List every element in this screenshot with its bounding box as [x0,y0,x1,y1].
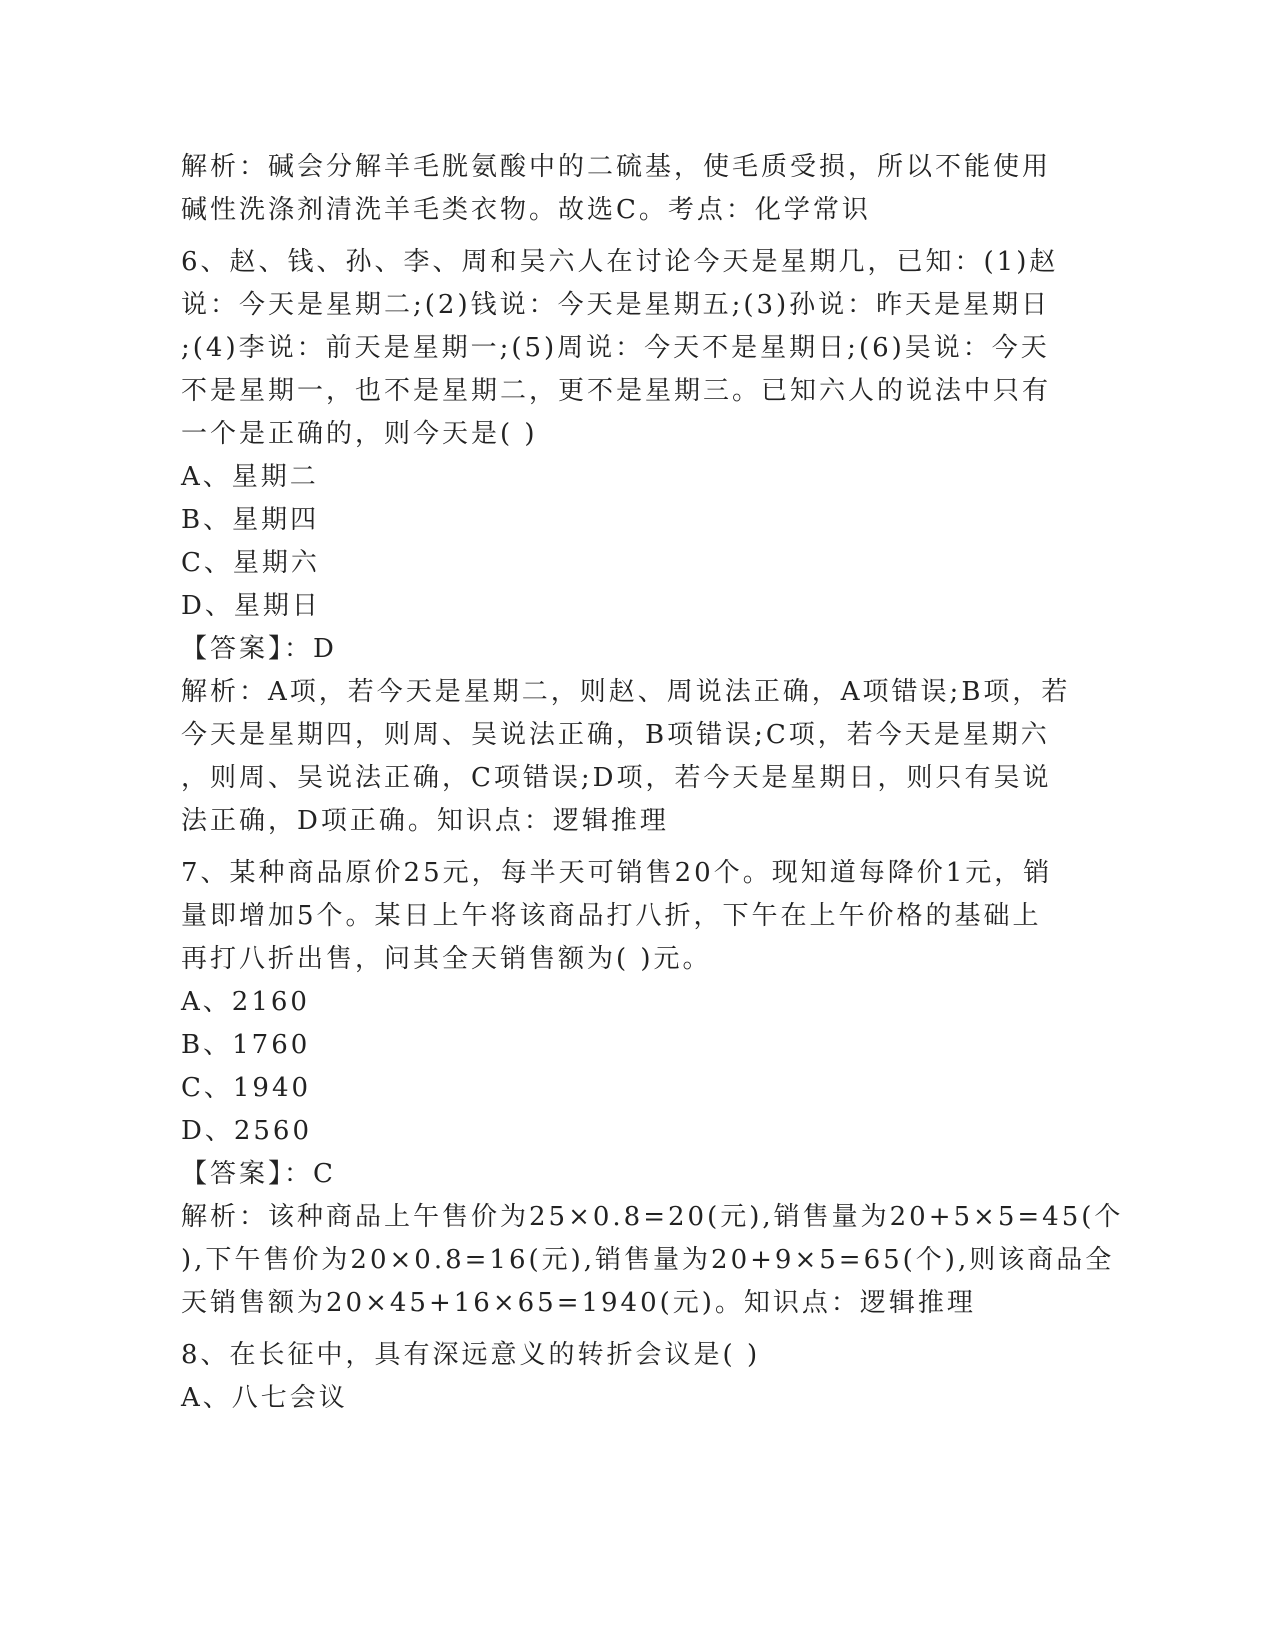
question-stem-line: ;(4)李说：前天是星期一;(5)周说：今天不是星期日;(6)吴说：今天 [181,333,1050,363]
question-stem-line: 量即增加5个。某日上午将该商品打八折，下午在上午价格的基础上 [181,901,1042,931]
option-b: B、星期四 [181,505,320,535]
question-stem-line: 说：今天是星期二;(2)钱说：今天是星期五;(3)孙说：昨天是星期日 [181,290,1051,320]
option-c: C、星期六 [181,548,320,578]
option-c: C、1940 [181,1073,312,1103]
question-7 [181,852,1124,1325]
option-a: A、八七会议 [181,1383,348,1413]
analysis-line: 今天是星期四，则周、吴说法正确，B项错误;C项，若今天是星期六 [181,720,1050,750]
analysis-line: 解析：该种商品上午售价为25×0.8=20(元),销售量为20+5×5=45(个 [181,1202,1124,1232]
analysis-line: 天销售额为20×45+16×65=1940(元)。知识点：逻辑推理 [181,1288,976,1318]
option-a: A、2160 [181,987,310,1017]
question-stem-line: 7、某种商品原价25元，每半天可销售20个。现知道每降价1元，销 [181,858,1053,888]
analysis-line: ),下午售价为20×0.8=16(元),销售量为20+9×5=65(个),则该商品全 [181,1245,1115,1275]
question-stem-line: 不是星期一，也不是星期二，更不是星期三。已知六人的说法中只有 [181,376,1052,406]
question-6 [181,241,1081,843]
q5-analysis [181,146,1081,232]
option-d: D、星期日 [181,591,321,621]
question-stem-line: 8、在长征中，具有深远意义的转折会议是( ) [181,1340,761,1370]
option-a: A、星期二 [181,462,319,492]
analysis-line: 解析：碱会分解羊毛胱氨酸中的二硫基，使毛质受损，所以不能使用 [181,152,1052,182]
answer-line: 【答案】：D [181,634,337,664]
question-stem-line: 6、赵、钱、孙、李、周和吴六人在讨论今天是星期几，已知：(1)赵 [181,247,1059,277]
question-stem-line: 一个是正确的，则今天是( ) [181,419,538,449]
answer-line: 【答案】：C [181,1159,336,1189]
analysis-line: ，则周、吴说法正确，C项错误;D项，若今天是星期日，则只有吴说 [181,763,1052,793]
option-b: B、1760 [181,1030,311,1060]
analysis-line: 法正确，D项正确。知识点：逻辑推理 [181,806,669,836]
analysis-line: 碱性洗涤剂清洗羊毛类衣物。故选C。考点：化学常识 [181,195,871,225]
option-d: D、2560 [181,1116,313,1146]
analysis-line: 解析：A项，若今天是星期二，则赵、周说法正确，A项错误;B项，若 [181,677,1071,707]
document-page [181,146,1124,1420]
question-8 [181,1334,1081,1420]
question-stem-line: 再打八折出售，问其全天销售额为( )元。 [181,944,712,974]
